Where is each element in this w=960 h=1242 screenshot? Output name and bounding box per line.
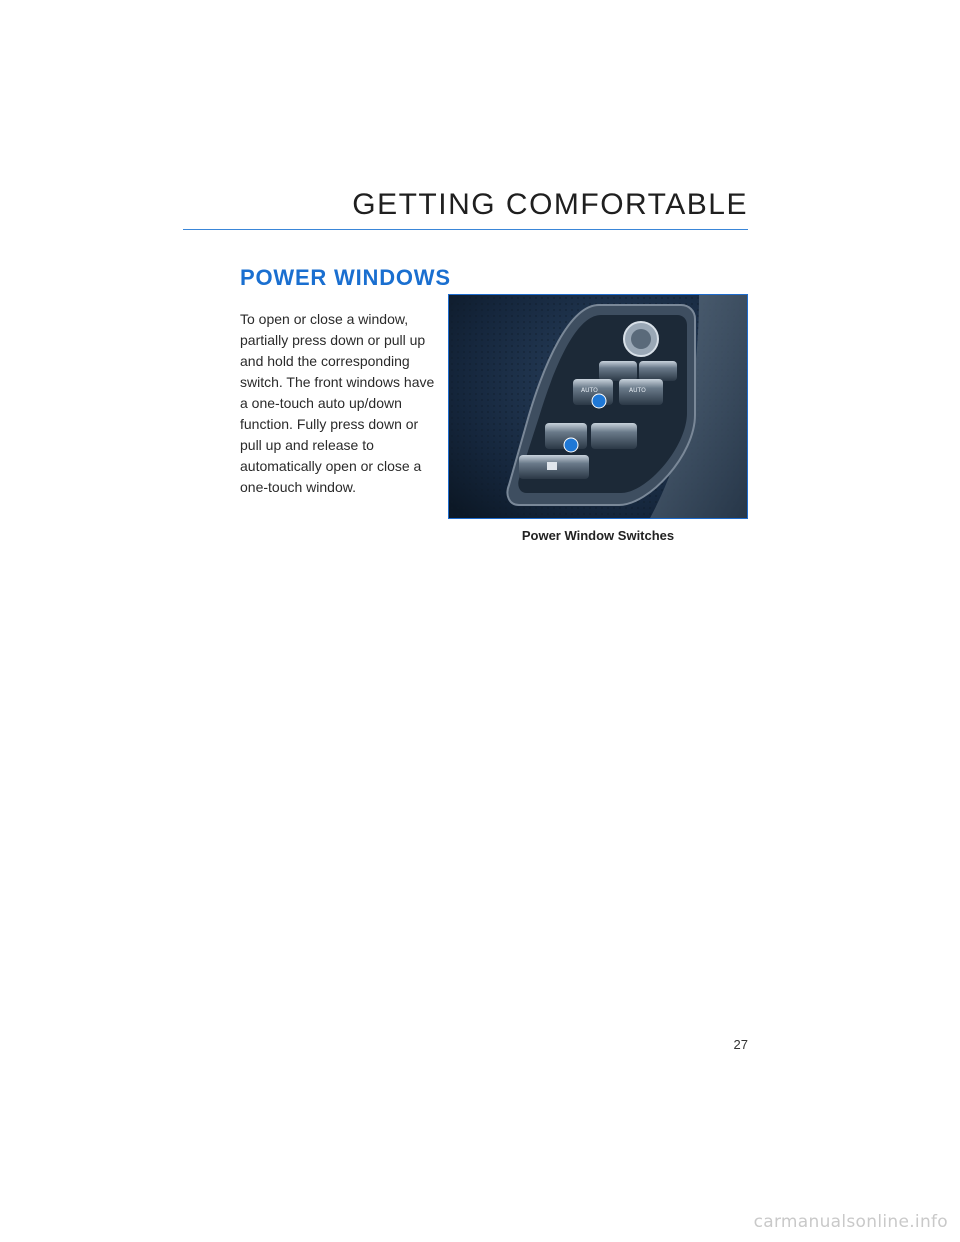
body-paragraph: To open or close a window, partially press down or pull up and hold the corresponding switch. The front windows have a one-touch auto up/down function. Fully press down or pull up and release to automatically open or close a one-touch window. — [240, 311, 435, 495]
power-window-photo — [448, 294, 748, 519]
lock-button — [599, 361, 637, 381]
page-number: 27 — [733, 1037, 748, 1052]
callout-dot-rear — [564, 438, 578, 452]
rear-right-window-switch — [591, 423, 637, 449]
page-title: POWER WINDOWS — [240, 265, 451, 290]
door-panel-illustration — [449, 295, 748, 519]
figure-caption: Power Window Switches — [521, 528, 675, 543]
watermark-text: carmanualsonline.info — [753, 1212, 948, 1232]
section-header-title: GETTING COMFORTABLE — [352, 188, 748, 221]
front-left-auto-label: AUTO — [581, 387, 598, 394]
callout-dot-front — [592, 394, 606, 408]
header-rule — [183, 229, 748, 230]
front-right-auto-label: AUTO — [629, 387, 646, 394]
unlock-button — [639, 361, 677, 381]
